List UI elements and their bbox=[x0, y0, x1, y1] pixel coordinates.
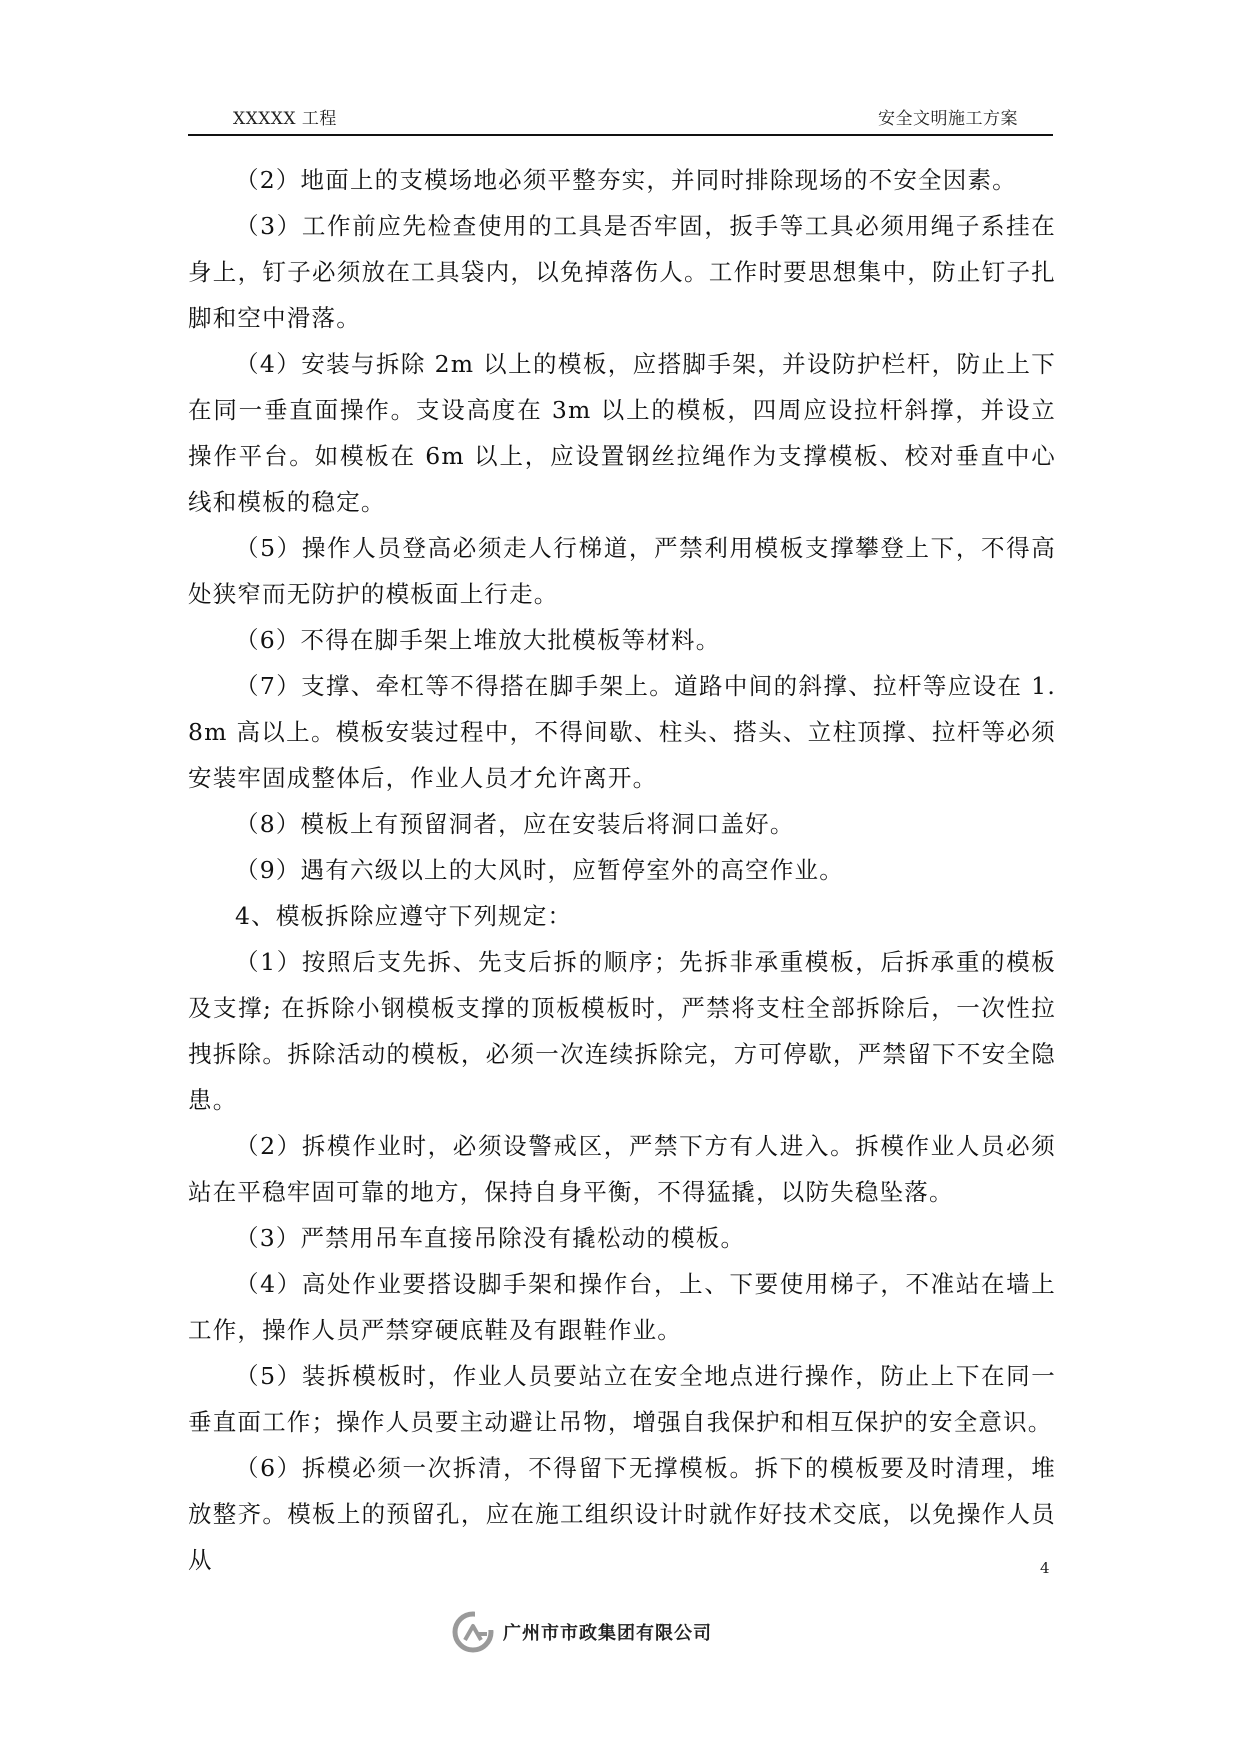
paragraph: （5）操作人员登高必须走人行梯道，严禁利用模板支撑攀登上下，不得高处狭窄而无防护的模板面上行走。 bbox=[188, 534, 1056, 608]
company-name: 广州市市政集团有限公司 bbox=[503, 1623, 712, 1644]
page-number: 4 bbox=[1040, 1559, 1050, 1577]
page-footer bbox=[451, 1610, 712, 1654]
paragraph: （8）模板上有预留洞者，应在安装后将洞口盖好。 bbox=[235, 810, 795, 838]
document-title: 安全文明施工方案 bbox=[878, 109, 1018, 129]
paragraph: （2）拆模作业时，必须设警戒区，严禁下方有人进入。拆模作业人员必须站在平稳牢固可靠的地方，保持自身平衡，不得猛撬，以防失稳坠落。 bbox=[188, 1132, 1056, 1206]
paragraph: （7）支撑、牵杠等不得搭在脚手架上。道路中间的斜撑、拉杆等应设在 1.8m 高以上。模板安装过程中，不得间歇、柱头、搭头、立柱顶撑、拉杆等必须安装牢固成整体后，作业人员才允许离开。 bbox=[188, 672, 1056, 792]
paragraph: （3）工作前应先检查使用的工具是否牢固，扳手等工具必须用绳子系挂在身上，钉子必须放在工具袋内，以免掉落伤人。工作时要思想集中，防止钉子扎脚和空中滑落。 bbox=[188, 212, 1056, 332]
paragraph: （4）高处作业要搭设脚手架和操作台，上、下要使用梯子，不准站在墙上工作，操作人员严禁穿硬底鞋及有跟鞋作业。 bbox=[188, 1270, 1056, 1344]
paragraph: （6）拆模必须一次拆清，不得留下无撑模板。拆下的模板要及时清理，堆放整齐。模板上的预留孔，应在施工组织设计时就作好技术交底，以免操作人员从 bbox=[188, 1454, 1056, 1574]
paragraph: （3）严禁用吊车直接吊除没有撬松动的模板。 bbox=[235, 1224, 746, 1252]
company-logo-icon bbox=[451, 1610, 495, 1654]
paragraph: （1）按照后支先拆、先支后拆的顺序；先拆非承重模板，后拆承重的模板及支撑; 在拆除小钢模板支撑的顶板模板时，严禁将支柱全部拆除后，一次性拉拽拆除。拆除活动的模板，必须一次连续拆除完，方可停歇，严禁留下不安全隐患。 bbox=[188, 948, 1056, 1114]
paragraph: （9）遇有六级以上的大风时，应暂停室外的高空作业。 bbox=[235, 856, 844, 884]
body-text bbox=[188, 157, 1056, 1583]
paragraph: （5）装拆模板时，作业人员要站立在安全地点进行操作，防止上下在同一垂直面工作；操作人员要主动避让吊物，增强自我保护和相互保护的安全意识。 bbox=[188, 1362, 1056, 1436]
paragraph: （2）地面上的支模场地必须平整夯实，并同时排除现场的不安全因素。 bbox=[235, 166, 1017, 194]
section-heading: 4、模板拆除应遵守下列规定： bbox=[235, 902, 573, 930]
paragraph: （4）安装与拆除 2m 以上的模板，应搭脚手架，并设防护栏杆，防止上下在同一垂直面操作。支设高度在 3m 以上的模板，四周应设拉杆斜撑，并设立操作平台。如模板在 6m 以上，应设置钢丝拉绳作为支撑模板、校对垂直中心线和模板的稳定。 bbox=[188, 350, 1056, 516]
project-name: XXXXX 工程 bbox=[233, 109, 337, 129]
page-header bbox=[188, 98, 1053, 136]
paragraph: （6）不得在脚手架上堆放大批模板等材料。 bbox=[235, 626, 721, 654]
